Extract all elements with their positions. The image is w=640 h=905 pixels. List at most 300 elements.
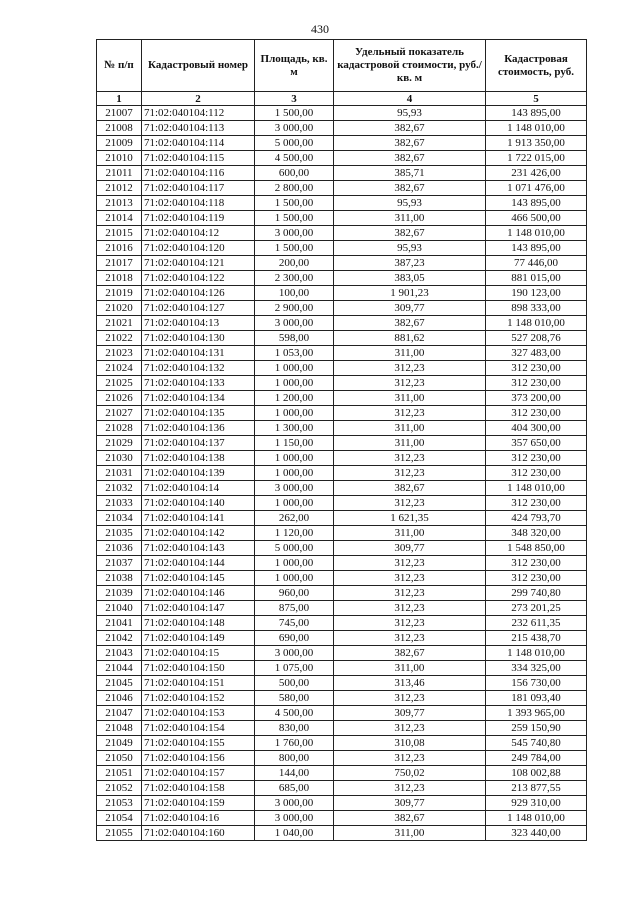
row-number-cell: 21021 <box>97 316 142 331</box>
cadastral-number-cell: 71:02:040104:132 <box>142 361 255 376</box>
row-number-cell: 21013 <box>97 196 142 211</box>
cadastral-number-cell: 71:02:040104:13 <box>142 316 255 331</box>
cadastral-value-cell: 881 015,00 <box>486 271 587 286</box>
cadastral-number-cell: 71:02:040104:140 <box>142 496 255 511</box>
cadastral-value-cell: 545 740,80 <box>486 736 587 751</box>
unit-value-cell: 95,93 <box>334 241 486 256</box>
table-row <box>97 706 587 721</box>
area-cell: 3 000,00 <box>255 481 334 496</box>
area-cell: 3 000,00 <box>255 121 334 136</box>
cadastral-number-cell: 71:02:040104:148 <box>142 616 255 631</box>
unit-value-cell: 382,67 <box>334 646 486 661</box>
cadastral-value-cell: 466 500,00 <box>486 211 587 226</box>
row-number-cell: 21017 <box>97 256 142 271</box>
unit-value-cell: 1 621,35 <box>334 511 486 526</box>
table-row <box>97 526 587 541</box>
unit-value-cell: 311,00 <box>334 421 486 436</box>
table-row <box>97 286 587 301</box>
cadastral-value-cell: 1 393 965,00 <box>486 706 587 721</box>
row-number-cell: 21010 <box>97 151 142 166</box>
row-number-cell: 21037 <box>97 556 142 571</box>
cadastral-value-cell: 424 793,70 <box>486 511 587 526</box>
cadastral-number-cell: 71:02:040104:151 <box>142 676 255 691</box>
table-row <box>97 631 587 646</box>
unit-value-cell: 310,08 <box>334 736 486 751</box>
table-row <box>97 361 587 376</box>
header-cadastral-number: Кадастровый номер <box>142 40 255 92</box>
row-number-cell: 21008 <box>97 121 142 136</box>
table-row <box>97 811 587 826</box>
area-cell: 200,00 <box>255 256 334 271</box>
row-number-cell: 21014 <box>97 211 142 226</box>
area-cell: 1 500,00 <box>255 196 334 211</box>
area-cell: 1 500,00 <box>255 106 334 121</box>
cadastral-value-cell: 213 877,55 <box>486 781 587 796</box>
table-row <box>97 211 587 226</box>
cadastral-value-cell: 357 650,00 <box>486 436 587 451</box>
area-cell: 1 000,00 <box>255 556 334 571</box>
cadastral-number-cell: 71:02:040104:154 <box>142 721 255 736</box>
cadastral-value-cell: 190 123,00 <box>486 286 587 301</box>
cadastral-value-cell: 273 201,25 <box>486 601 587 616</box>
unit-value-cell: 385,71 <box>334 166 486 181</box>
unit-value-cell: 311,00 <box>334 391 486 406</box>
unit-value-cell: 382,67 <box>334 121 486 136</box>
area-cell: 1 000,00 <box>255 406 334 421</box>
table-row <box>97 166 587 181</box>
table-row <box>97 196 587 211</box>
cadastral-number-cell: 71:02:040104:152 <box>142 691 255 706</box>
cadastral-number-cell: 71:02:040104:141 <box>142 511 255 526</box>
cadastral-value-cell: 1 913 350,00 <box>486 136 587 151</box>
row-number-cell: 21029 <box>97 436 142 451</box>
row-number-cell: 21042 <box>97 631 142 646</box>
cadastral-number-cell: 71:02:040104:153 <box>142 706 255 721</box>
cadastral-value-cell: 231 426,00 <box>486 166 587 181</box>
cadastral-value-cell: 1 148 010,00 <box>486 316 587 331</box>
row-number-cell: 21012 <box>97 181 142 196</box>
row-number-cell: 21024 <box>97 361 142 376</box>
row-number-cell: 21033 <box>97 496 142 511</box>
unit-value-cell: 750,02 <box>334 766 486 781</box>
row-number-cell: 21047 <box>97 706 142 721</box>
area-cell: 745,00 <box>255 616 334 631</box>
area-cell: 690,00 <box>255 631 334 646</box>
unit-value-cell: 312,23 <box>334 361 486 376</box>
row-number-cell: 21052 <box>97 781 142 796</box>
cadastral-value-cell: 1 548 850,00 <box>486 541 587 556</box>
cadastral-number-cell: 71:02:040104:143 <box>142 541 255 556</box>
table-row <box>97 586 587 601</box>
unit-value-cell: 382,67 <box>334 811 486 826</box>
area-cell: 1 500,00 <box>255 241 334 256</box>
table-row <box>97 766 587 781</box>
table-row <box>97 271 587 286</box>
column-number: 2 <box>142 92 255 106</box>
unit-value-cell: 382,67 <box>334 316 486 331</box>
table-row <box>97 496 587 511</box>
cadastral-value-cell: 312 230,00 <box>486 496 587 511</box>
row-number-cell: 21027 <box>97 406 142 421</box>
table-row <box>97 316 587 331</box>
cadastral-number-cell: 71:02:040104:138 <box>142 451 255 466</box>
cadastral-number-cell: 71:02:040104:136 <box>142 421 255 436</box>
column-number: 1 <box>97 92 142 106</box>
cadastral-number-cell: 71:02:040104:160 <box>142 826 255 841</box>
row-number-cell: 21015 <box>97 226 142 241</box>
unit-value-cell: 309,77 <box>334 541 486 556</box>
area-cell: 1 075,00 <box>255 661 334 676</box>
row-number-cell: 21046 <box>97 691 142 706</box>
area-cell: 2 300,00 <box>255 271 334 286</box>
table-body <box>97 106 587 841</box>
column-number: 4 <box>334 92 486 106</box>
area-cell: 2 900,00 <box>255 301 334 316</box>
unit-value-cell: 312,23 <box>334 781 486 796</box>
row-number-cell: 21044 <box>97 661 142 676</box>
area-cell: 830,00 <box>255 721 334 736</box>
row-number-cell: 21048 <box>97 721 142 736</box>
cadastral-value-cell: 249 784,00 <box>486 751 587 766</box>
row-number-cell: 21022 <box>97 331 142 346</box>
table-row <box>97 466 587 481</box>
cadastral-value-cell: 143 895,00 <box>486 106 587 121</box>
unit-value-cell: 1 901,23 <box>334 286 486 301</box>
table-row <box>97 226 587 241</box>
cadastral-number-cell: 71:02:040104:117 <box>142 181 255 196</box>
row-number-cell: 21007 <box>97 106 142 121</box>
unit-value-cell: 387,23 <box>334 256 486 271</box>
unit-value-cell: 313,46 <box>334 676 486 691</box>
area-cell: 3 000,00 <box>255 226 334 241</box>
row-number-cell: 21049 <box>97 736 142 751</box>
row-number-cell: 21051 <box>97 766 142 781</box>
area-cell: 1 120,00 <box>255 526 334 541</box>
table-row <box>97 151 587 166</box>
unit-value-cell: 311,00 <box>334 211 486 226</box>
table-row <box>97 736 587 751</box>
table-row <box>97 121 587 136</box>
column-number-row <box>97 92 587 106</box>
header-cadastral-value: Кадастровая стоимость, руб. <box>486 40 587 92</box>
cadastral-value-cell: 77 446,00 <box>486 256 587 271</box>
row-number-cell: 21053 <box>97 796 142 811</box>
row-number-cell: 21016 <box>97 241 142 256</box>
cadastral-number-cell: 71:02:040104:133 <box>142 376 255 391</box>
area-cell: 1 000,00 <box>255 376 334 391</box>
area-cell: 1 053,00 <box>255 346 334 361</box>
table-row <box>97 541 587 556</box>
table-row <box>97 646 587 661</box>
cadastral-number-cell: 71:02:040104:113 <box>142 121 255 136</box>
cadastral-number-cell: 71:02:040104:112 <box>142 106 255 121</box>
row-number-cell: 21041 <box>97 616 142 631</box>
table-row <box>97 691 587 706</box>
unit-value-cell: 312,23 <box>334 601 486 616</box>
unit-value-cell: 312,23 <box>334 451 486 466</box>
cadastral-number-cell: 71:02:040104:121 <box>142 256 255 271</box>
row-number-cell: 21023 <box>97 346 142 361</box>
unit-value-cell: 382,67 <box>334 136 486 151</box>
cadastral-number-cell: 71:02:040104:144 <box>142 556 255 571</box>
cadastral-number-cell: 71:02:040104:147 <box>142 601 255 616</box>
unit-value-cell: 309,77 <box>334 706 486 721</box>
row-number-cell: 21031 <box>97 466 142 481</box>
row-number-cell: 21034 <box>97 511 142 526</box>
unit-value-cell: 312,23 <box>334 586 486 601</box>
row-number-cell: 21055 <box>97 826 142 841</box>
area-cell: 1 150,00 <box>255 436 334 451</box>
cadastral-number-cell: 71:02:040104:135 <box>142 406 255 421</box>
area-cell: 600,00 <box>255 166 334 181</box>
row-number-cell: 21030 <box>97 451 142 466</box>
area-cell: 1 760,00 <box>255 736 334 751</box>
area-cell: 960,00 <box>255 586 334 601</box>
cadastral-number-cell: 71:02:040104:122 <box>142 271 255 286</box>
cadastral-number-cell: 71:02:040104:114 <box>142 136 255 151</box>
cadastral-number-cell: 71:02:040104:119 <box>142 211 255 226</box>
header-area: Площадь, кв. м <box>255 40 334 92</box>
cadastral-value-cell: 108 002,88 <box>486 766 587 781</box>
unit-value-cell: 312,23 <box>334 496 486 511</box>
table-row <box>97 511 587 526</box>
row-number-cell: 21032 <box>97 481 142 496</box>
cadastral-value-table <box>96 39 587 841</box>
cadastral-value-cell: 232 611,35 <box>486 616 587 631</box>
cadastral-value-cell: 898 333,00 <box>486 301 587 316</box>
unit-value-cell: 95,93 <box>334 106 486 121</box>
column-number: 5 <box>486 92 587 106</box>
cadastral-number-cell: 71:02:040104:120 <box>142 241 255 256</box>
area-cell: 3 000,00 <box>255 811 334 826</box>
table-row <box>97 106 587 121</box>
area-cell: 4 500,00 <box>255 706 334 721</box>
area-cell: 1 000,00 <box>255 466 334 481</box>
area-cell: 1 200,00 <box>255 391 334 406</box>
cadastral-number-cell: 71:02:040104:12 <box>142 226 255 241</box>
unit-value-cell: 382,67 <box>334 481 486 496</box>
area-cell: 1 000,00 <box>255 361 334 376</box>
row-number-cell: 21054 <box>97 811 142 826</box>
cadastral-value-cell: 143 895,00 <box>486 241 587 256</box>
header-unit-value: Удельный показатель кадастровой стоимости, руб./кв. м <box>334 40 486 92</box>
area-cell: 598,00 <box>255 331 334 346</box>
unit-value-cell: 312,23 <box>334 616 486 631</box>
column-number: 3 <box>255 92 334 106</box>
table-row <box>97 721 587 736</box>
cadastral-value-cell: 373 200,00 <box>486 391 587 406</box>
table-row <box>97 826 587 841</box>
unit-value-cell: 382,67 <box>334 226 486 241</box>
row-number-cell: 21019 <box>97 286 142 301</box>
cadastral-value-cell: 404 300,00 <box>486 421 587 436</box>
table-row <box>97 676 587 691</box>
area-cell: 800,00 <box>255 751 334 766</box>
unit-value-cell: 312,23 <box>334 406 486 421</box>
cadastral-number-cell: 71:02:040104:126 <box>142 286 255 301</box>
row-number-cell: 21020 <box>97 301 142 316</box>
area-cell: 2 800,00 <box>255 181 334 196</box>
cadastral-number-cell: 71:02:040104:16 <box>142 811 255 826</box>
table-row <box>97 376 587 391</box>
cadastral-value-cell: 1 148 010,00 <box>486 481 587 496</box>
cadastral-number-cell: 71:02:040104:130 <box>142 331 255 346</box>
cadastral-number-cell: 71:02:040104:127 <box>142 301 255 316</box>
unit-value-cell: 311,00 <box>334 526 486 541</box>
area-cell: 3 000,00 <box>255 796 334 811</box>
cadastral-value-cell: 1 071 476,00 <box>486 181 587 196</box>
area-cell: 875,00 <box>255 601 334 616</box>
cadastral-number-cell: 71:02:040104:142 <box>142 526 255 541</box>
area-cell: 1 500,00 <box>255 211 334 226</box>
unit-value-cell: 312,23 <box>334 751 486 766</box>
cadastral-value-cell: 1 148 010,00 <box>486 811 587 826</box>
area-cell: 262,00 <box>255 511 334 526</box>
unit-value-cell: 312,23 <box>334 721 486 736</box>
area-cell: 4 500,00 <box>255 151 334 166</box>
cadastral-number-cell: 71:02:040104:156 <box>142 751 255 766</box>
cadastral-value-cell: 312 230,00 <box>486 571 587 586</box>
table-row <box>97 796 587 811</box>
unit-value-cell: 382,67 <box>334 151 486 166</box>
unit-value-cell: 311,00 <box>334 436 486 451</box>
row-number-cell: 21038 <box>97 571 142 586</box>
cadastral-number-cell: 71:02:040104:139 <box>142 466 255 481</box>
table-row <box>97 391 587 406</box>
table-row <box>97 436 587 451</box>
cadastral-number-cell: 71:02:040104:158 <box>142 781 255 796</box>
cadastral-value-cell: 312 230,00 <box>486 556 587 571</box>
page-number: 430 <box>311 22 329 36</box>
table-row <box>97 616 587 631</box>
cadastral-number-cell: 71:02:040104:118 <box>142 196 255 211</box>
area-cell: 1 000,00 <box>255 571 334 586</box>
unit-value-cell: 311,00 <box>334 346 486 361</box>
table-row <box>97 601 587 616</box>
unit-value-cell: 309,77 <box>334 301 486 316</box>
row-number-cell: 21039 <box>97 586 142 601</box>
cadastral-number-cell: 71:02:040104:131 <box>142 346 255 361</box>
area-cell: 500,00 <box>255 676 334 691</box>
cadastral-value-cell: 334 325,00 <box>486 661 587 676</box>
table-row <box>97 751 587 766</box>
table-row <box>97 331 587 346</box>
row-number-cell: 21028 <box>97 421 142 436</box>
row-number-cell: 21009 <box>97 136 142 151</box>
cadastral-number-cell: 71:02:040104:157 <box>142 766 255 781</box>
row-number-cell: 21050 <box>97 751 142 766</box>
table-row <box>97 346 587 361</box>
unit-value-cell: 382,67 <box>334 181 486 196</box>
cadastral-number-cell: 71:02:040104:134 <box>142 391 255 406</box>
row-number-cell: 21043 <box>97 646 142 661</box>
table-row <box>97 661 587 676</box>
unit-value-cell: 95,93 <box>334 196 486 211</box>
area-cell: 685,00 <box>255 781 334 796</box>
area-cell: 5 000,00 <box>255 136 334 151</box>
cadastral-number-cell: 71:02:040104:116 <box>142 166 255 181</box>
unit-value-cell: 881,62 <box>334 331 486 346</box>
table-row <box>97 481 587 496</box>
cadastral-value-cell: 299 740,80 <box>486 586 587 601</box>
cadastral-value-cell: 143 895,00 <box>486 196 587 211</box>
table-row <box>97 406 587 421</box>
cadastral-value-cell: 156 730,00 <box>486 676 587 691</box>
unit-value-cell: 312,23 <box>334 376 486 391</box>
area-cell: 1 040,00 <box>255 826 334 841</box>
area-cell: 580,00 <box>255 691 334 706</box>
area-cell: 5 000,00 <box>255 541 334 556</box>
table-row <box>97 421 587 436</box>
area-cell: 100,00 <box>255 286 334 301</box>
row-number-cell: 21035 <box>97 526 142 541</box>
table-row <box>97 571 587 586</box>
row-number-cell: 21025 <box>97 376 142 391</box>
cadastral-value-cell: 1 148 010,00 <box>486 121 587 136</box>
cadastral-value-cell: 312 230,00 <box>486 361 587 376</box>
table-row <box>97 451 587 466</box>
row-number-cell: 21036 <box>97 541 142 556</box>
cadastral-value-cell: 323 440,00 <box>486 826 587 841</box>
cadastral-value-cell: 215 438,70 <box>486 631 587 646</box>
cadastral-value-cell: 929 310,00 <box>486 796 587 811</box>
table-header-row <box>97 40 587 92</box>
cadastral-number-cell: 71:02:040104:149 <box>142 631 255 646</box>
unit-value-cell: 312,23 <box>334 571 486 586</box>
cadastral-number-cell: 71:02:040104:137 <box>142 436 255 451</box>
cadastral-value-cell: 1 148 010,00 <box>486 646 587 661</box>
cadastral-number-cell: 71:02:040104:146 <box>142 586 255 601</box>
cadastral-number-cell: 71:02:040104:155 <box>142 736 255 751</box>
cadastral-value-cell: 327 483,00 <box>486 346 587 361</box>
row-number-cell: 21011 <box>97 166 142 181</box>
unit-value-cell: 312,23 <box>334 631 486 646</box>
cadastral-value-cell: 181 093,40 <box>486 691 587 706</box>
cadastral-value-cell: 259 150,90 <box>486 721 587 736</box>
unit-value-cell: 309,77 <box>334 796 486 811</box>
cadastral-value-cell: 312 230,00 <box>486 451 587 466</box>
cadastral-value-cell: 1 722 015,00 <box>486 151 587 166</box>
area-cell: 3 000,00 <box>255 316 334 331</box>
table-row <box>97 241 587 256</box>
table-row <box>97 301 587 316</box>
area-cell: 1 000,00 <box>255 496 334 511</box>
cadastral-number-cell: 71:02:040104:150 <box>142 661 255 676</box>
table-row <box>97 136 587 151</box>
cadastral-value-cell: 312 230,00 <box>486 466 587 481</box>
unit-value-cell: 311,00 <box>334 826 486 841</box>
cadastral-number-cell: 71:02:040104:14 <box>142 481 255 496</box>
row-number-cell: 21026 <box>97 391 142 406</box>
area-cell: 3 000,00 <box>255 646 334 661</box>
cadastral-number-cell: 71:02:040104:159 <box>142 796 255 811</box>
cadastral-value-cell: 312 230,00 <box>486 406 587 421</box>
unit-value-cell: 311,00 <box>334 661 486 676</box>
table-row <box>97 181 587 196</box>
table-row <box>97 256 587 271</box>
row-number-cell: 21040 <box>97 601 142 616</box>
unit-value-cell: 383,05 <box>334 271 486 286</box>
row-number-cell: 21018 <box>97 271 142 286</box>
table-row <box>97 556 587 571</box>
cadastral-value-cell: 312 230,00 <box>486 376 587 391</box>
row-number-cell: 21045 <box>97 676 142 691</box>
area-cell: 1 300,00 <box>255 421 334 436</box>
cadastral-number-cell: 71:02:040104:115 <box>142 151 255 166</box>
area-cell: 144,00 <box>255 766 334 781</box>
unit-value-cell: 312,23 <box>334 556 486 571</box>
area-cell: 1 000,00 <box>255 451 334 466</box>
